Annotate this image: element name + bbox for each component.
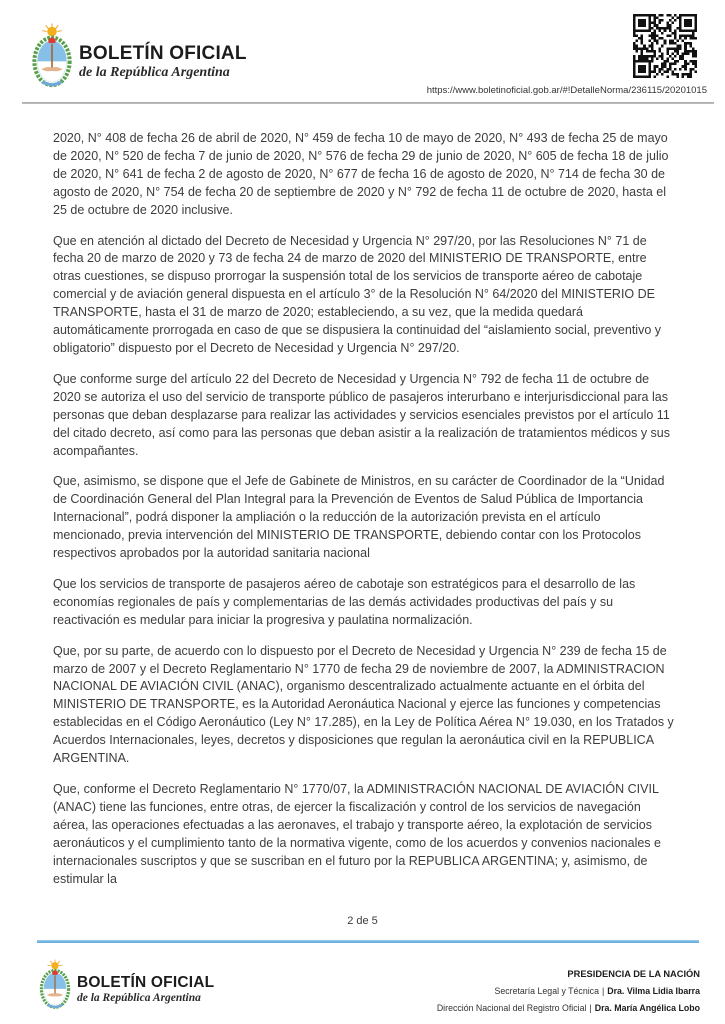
paragraph: Que, asimismo, se dispone que el Jefe de Gabinete de Ministros, en su carácter de Coordinador de la “Unidad de Coordinación General del Plan Integral para la Prevención de Eventos de Salud Pública de Importancia Internacional”, podrá disponer la ampliación o la reducción de la autorización prevista en el artículo mencionado, previa intervención del MINISTERIO DE TRANSPORTE, debiendo contar con los Protocolos respectivos aprobados por la autoridad sanitaria nacional [53,474,665,561]
official-label: Secretaría Legal y Técnica [494,986,599,996]
official-name: Dra. Vilma Lidia Ibarra [607,986,700,996]
header-brand [30,20,247,94]
brand-title: BOLETÍN OFICIAL [77,974,215,991]
norma-detail-url[interactable]: https://www.boletinoficial.gob.ar/#!DetalleNorma/236115/20201015 [426,85,707,96]
paragraph: Que los servicios de transporte de pasajeros aéreo de cabotaje son estratégicos para el desarrollo de las economías regionales de país y complementarias de las demás actividades productivas del país y su reactivación es medular para iniciar la progresiva y paulatina normalización. [53,576,636,627]
paragraph: 2020, N° 408 de fecha 26 de abril de 2020, N° 459 de fecha 10 de mayo de 2020, N° 493 de fecha 25 de mayo de 2020, N° 520 de fecha 7 de junio de 2020, N° 576 de fecha 29 de junio de 2020, N° 605 de fecha 18 de julio de 2020, N° 641 de fecha 2 de agosto de 2020, N° 677 de fecha 16 de agosto de 2020, N° 714 de fecha 30 de agosto de 2020, N° 754 de fecha 20 de septiembre de 2020 y N° 792 de fecha 11 de octubre de 2020, hasta el 25 de octubre de 2020 inclusive. [53,131,669,217]
official-label: Dirección Nacional del Registro Oficial [436,1003,587,1013]
footer-officials [437,966,700,1017]
document-body [53,130,675,901]
qr-code [633,14,697,78]
footer-divider [37,940,699,943]
paragraph: Que, conforme el Decreto Reglamentario N° 1770/07, la ADMINISTRACIÓN NACIONAL DE AVIACIÓN CIVIL (ANAC) tiene las funciones, entre otras, de ejercer la fiscalización y control de los servicios de navegación aérea, las operaciones efectuadas a las aeronaves, el trabajo y transporte aéreo, la explotación de servicios aeronáuticos y el cumplimiento tanto de la normativa vigente, como de los acuerdos y convenios nacionales e internacionales suscriptos y que se suscriban en el futuro por la REPUBLICA ARGENTINA; y, asimismo, de estimular la [53,782,661,886]
separator: | [589,1003,592,1013]
paragraph: Que en atención al dictado del Decreto de Necesidad y Urgencia N° 297/20, por las Resoluciones N° 71 de fecha 20 de marzo de 2020 y 73 de fecha 24 de marzo de 2020 del MINISTERIO DE TRANSPORTE, entre otras cuestiones, se dispuso prorrogar la suspensión total de los servicios de transporte aéreo de cabotaje comercial y de aviación general dispuesta en el artículo 3° de la Resolución N° 64/2020 del MINISTERIO DE TRANSPORTE, hasta el 31 de marzo de 2020; estableciendo, a su vez, que la medida quedará automáticamente prorrogada en caso de que se dispusiera la continuidad del “aislamiento social, preventivo y obligatorio” dispuesto por el Decreto de Necesidad y Urgencia N° 297/20. [53,233,661,355]
official-name: Dra. María Angélica Lobo [594,1003,700,1013]
official-line [437,983,700,1000]
brand-text [79,20,247,80]
brand-subtitle: de la República Argentina [79,65,230,80]
official-line [437,1000,700,1017]
presidency-title: PRESIDENCIA DE LA NACIÓN [567,969,700,979]
coat-of-arms-icon [38,957,72,1014]
paragraph: Que, por su parte, de acuerdo con lo dispuesto por el Decreto de Necesidad y Urgencia N° 239 de fecha 15 de marzo de 2007 y el Decreto Reglamentario N° 1770 de fecha 29 de noviembre de 2007, la ADMINISTRACION NACIONAL DE AVIACIÓN CIVIL (ANAC), organismo descentralizado actualmente actuante en el órbita del MINISTERIO DE TRANSPORTE, es la Autoridad Aeronáutica Nacional y ejerce las funciones y competencias establecidas en el Código Aeronáutico (Ley N° 17.285), en la Ley de Política Aérea N° 19.030, en los Tratados y Acuerdos Internacionales, leyes, decretos y disposiciones que regulan la aeronáutica civil en la REPUBLICA ARGENTINA. [53,643,674,766]
footer-brand [38,957,214,1014]
paragraph: Que conforme surge del artículo 22 del Decreto de Necesidad y Urgencia N° 792 de fecha 11 de octubre de 2020 se autoriza el uso del servicio de transporte público de pasajeros interurbano e interjurisdiccional para las personas que deban desplazarse para realizar las actividades y servicios esenciales previstos por el artículo 11 del citado decreto, así como para las personas que deban asistir a la realización de tratamientos médicos y sus acompañantes. [53,371,670,458]
brand-subtitle: de la República Argentina [77,992,201,1004]
brand-title: BOLETÍN OFICIAL [79,43,247,64]
brand-text [77,957,214,1004]
header-divider [22,102,714,104]
coat-of-arms-icon [30,20,74,94]
separator: | [601,986,605,996]
page-number: 2 de 5 [347,915,378,927]
